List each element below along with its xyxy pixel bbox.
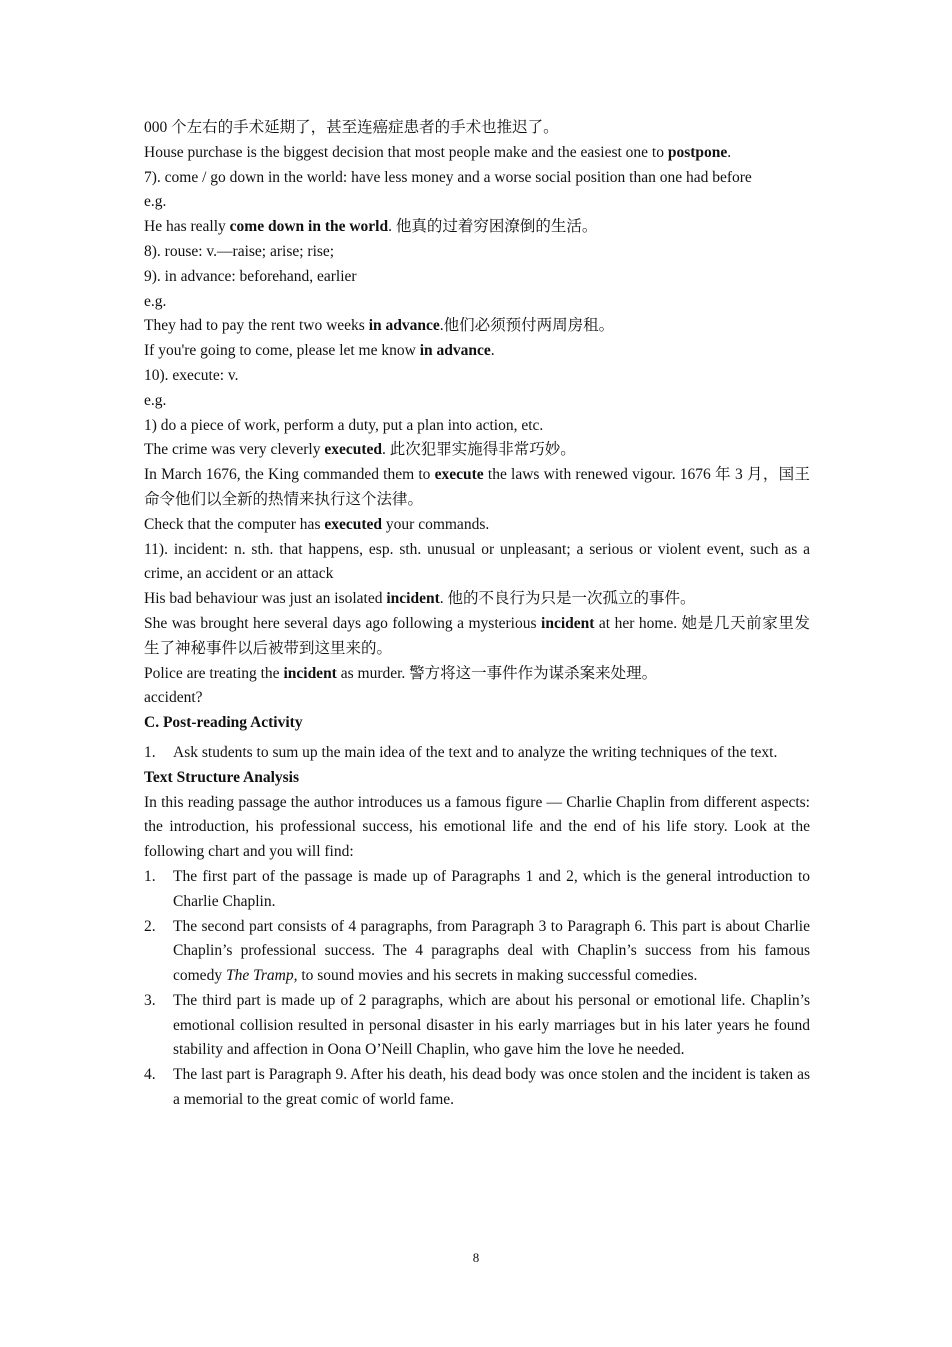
page-number: 8 bbox=[472, 1250, 480, 1265]
page-content bbox=[144, 116, 810, 1113]
vocab-entry: 9). in advance: beforehand, earlier bbox=[144, 267, 357, 285]
example-sentence: The crime was very cleverly executed. 此次犯罪实施得非常巧妙。 bbox=[144, 441, 576, 459]
eg-label: e.g. bbox=[144, 391, 167, 409]
example-sentence: Check that the computer has executed your commands. bbox=[144, 515, 490, 533]
structure-point bbox=[144, 1063, 810, 1113]
structure-point bbox=[144, 989, 810, 1063]
item-text: Ask students to sum up the main idea of the text and to analyze the writing techniques of the text. bbox=[173, 743, 778, 761]
item-number: 3. bbox=[144, 991, 156, 1009]
example-sentence: She was brought here several days ago following a mysterious incident at her home. 她是几天前家里发生了神秘事件以后被带到这里来的。 bbox=[144, 614, 810, 657]
text-line: 000 个左右的手术延期了，甚至连癌症患者的手术也推迟了。 bbox=[144, 119, 559, 136]
example-sentence: If you're going to come, please let me know in advance. bbox=[144, 342, 495, 360]
keyword: incident bbox=[283, 664, 337, 682]
film-title: The Tramp, bbox=[225, 967, 298, 985]
item-text: The last part is Paragraph 9. After his death, his dead body was once stolen and the incident is taken as a memorial to the great comic of world fame. bbox=[173, 1066, 810, 1109]
item-number: 4. bbox=[144, 1066, 156, 1084]
keyword: come down in the world bbox=[229, 218, 389, 236]
activity-item bbox=[144, 741, 810, 766]
example-sentence: He has really come down in the world. 他真的过着穷困潦倒的生活。 bbox=[144, 218, 598, 236]
example-sentence: His bad behaviour was just an isolated incident. 他的不良行为只是一次孤立的事件。 bbox=[144, 590, 696, 608]
item-text: The second part consists of 4 paragraphs, from Paragraph 3 to Paragraph 6. This part is about Charlie Chaplin’s professional success. The 4 paragraphs deal with Chaplin’s success from his famous comedy The Tramp, to sound movies and his secrets in making successful comedies. bbox=[173, 917, 810, 985]
item-text: The first part of the passage is made up of Paragraphs 1 and 2, which is the general introduction to Charlie Chaplin. bbox=[173, 867, 810, 910]
item-number: 1. bbox=[144, 867, 156, 885]
keyword: incident bbox=[386, 590, 440, 608]
item-number: 1. bbox=[144, 743, 156, 761]
eg-label: e.g. bbox=[144, 292, 167, 310]
example-sentence: Police are treating the incident as murder. 警方将这一事件作为谋杀案来处理。 bbox=[144, 664, 658, 682]
item-text: The third part is made up of 2 paragraphs, which are about his personal or emotional life. Chaplin’s emotional collision resulted in personal disaster in his early marriages but in his later years he found stability and affection in Oona O’Neill Chaplin, who gave him the love he needed. bbox=[173, 991, 810, 1059]
example-sentence: In March 1676, the King commanded them to execute the laws with renewed vigour. 1676 年 3 月，国王命令他们以全新的热情来执行这个法律。 bbox=[144, 466, 810, 508]
example-sentence: House purchase is the biggest decision that most people make and the easiest one to postpone. bbox=[144, 143, 732, 161]
keyword: execute bbox=[434, 466, 484, 484]
structure-point bbox=[144, 865, 810, 915]
keyword: postpone bbox=[667, 143, 728, 161]
subsection-heading: Text Structure Analysis bbox=[144, 768, 300, 786]
keyword: incident bbox=[541, 614, 595, 632]
keyword: in advance bbox=[368, 317, 440, 335]
item-number: 2. bbox=[144, 917, 156, 935]
keyword: executed bbox=[324, 515, 383, 533]
intro-paragraph: In this reading passage the author introduces us a famous figure — Charlie Chaplin from different aspects: the introduction, his professional success, his emotional life and the end of his life story. Look at the following chart and you will find: bbox=[144, 793, 810, 861]
vocab-entry: 10). execute: v. bbox=[144, 366, 239, 384]
section-heading: C. Post-reading Activity bbox=[144, 714, 303, 732]
text-line: accident? bbox=[144, 689, 203, 707]
keyword: executed bbox=[324, 441, 382, 459]
structure-point bbox=[144, 915, 810, 989]
eg-label: e.g. bbox=[144, 193, 167, 211]
vocab-entry: 8). rouse: v.—raise; arise; rise; bbox=[144, 242, 335, 260]
vocab-entry: 11). incident: n. sth. that happens, esp. sth. unusual or unpleasant; a serious or violent event, such as a crime, an accident or an attack bbox=[144, 540, 810, 583]
definition: 1) do a piece of work, perform a duty, put a plan into action, etc. bbox=[144, 416, 544, 434]
example-sentence: They had to pay the rent two weeks in advance.他们必须预付两周房租。 bbox=[144, 317, 615, 335]
vocab-entry: 7). come / go down in the world: have less money and a worse social position than one had before bbox=[144, 168, 752, 186]
keyword: in advance bbox=[419, 342, 491, 360]
